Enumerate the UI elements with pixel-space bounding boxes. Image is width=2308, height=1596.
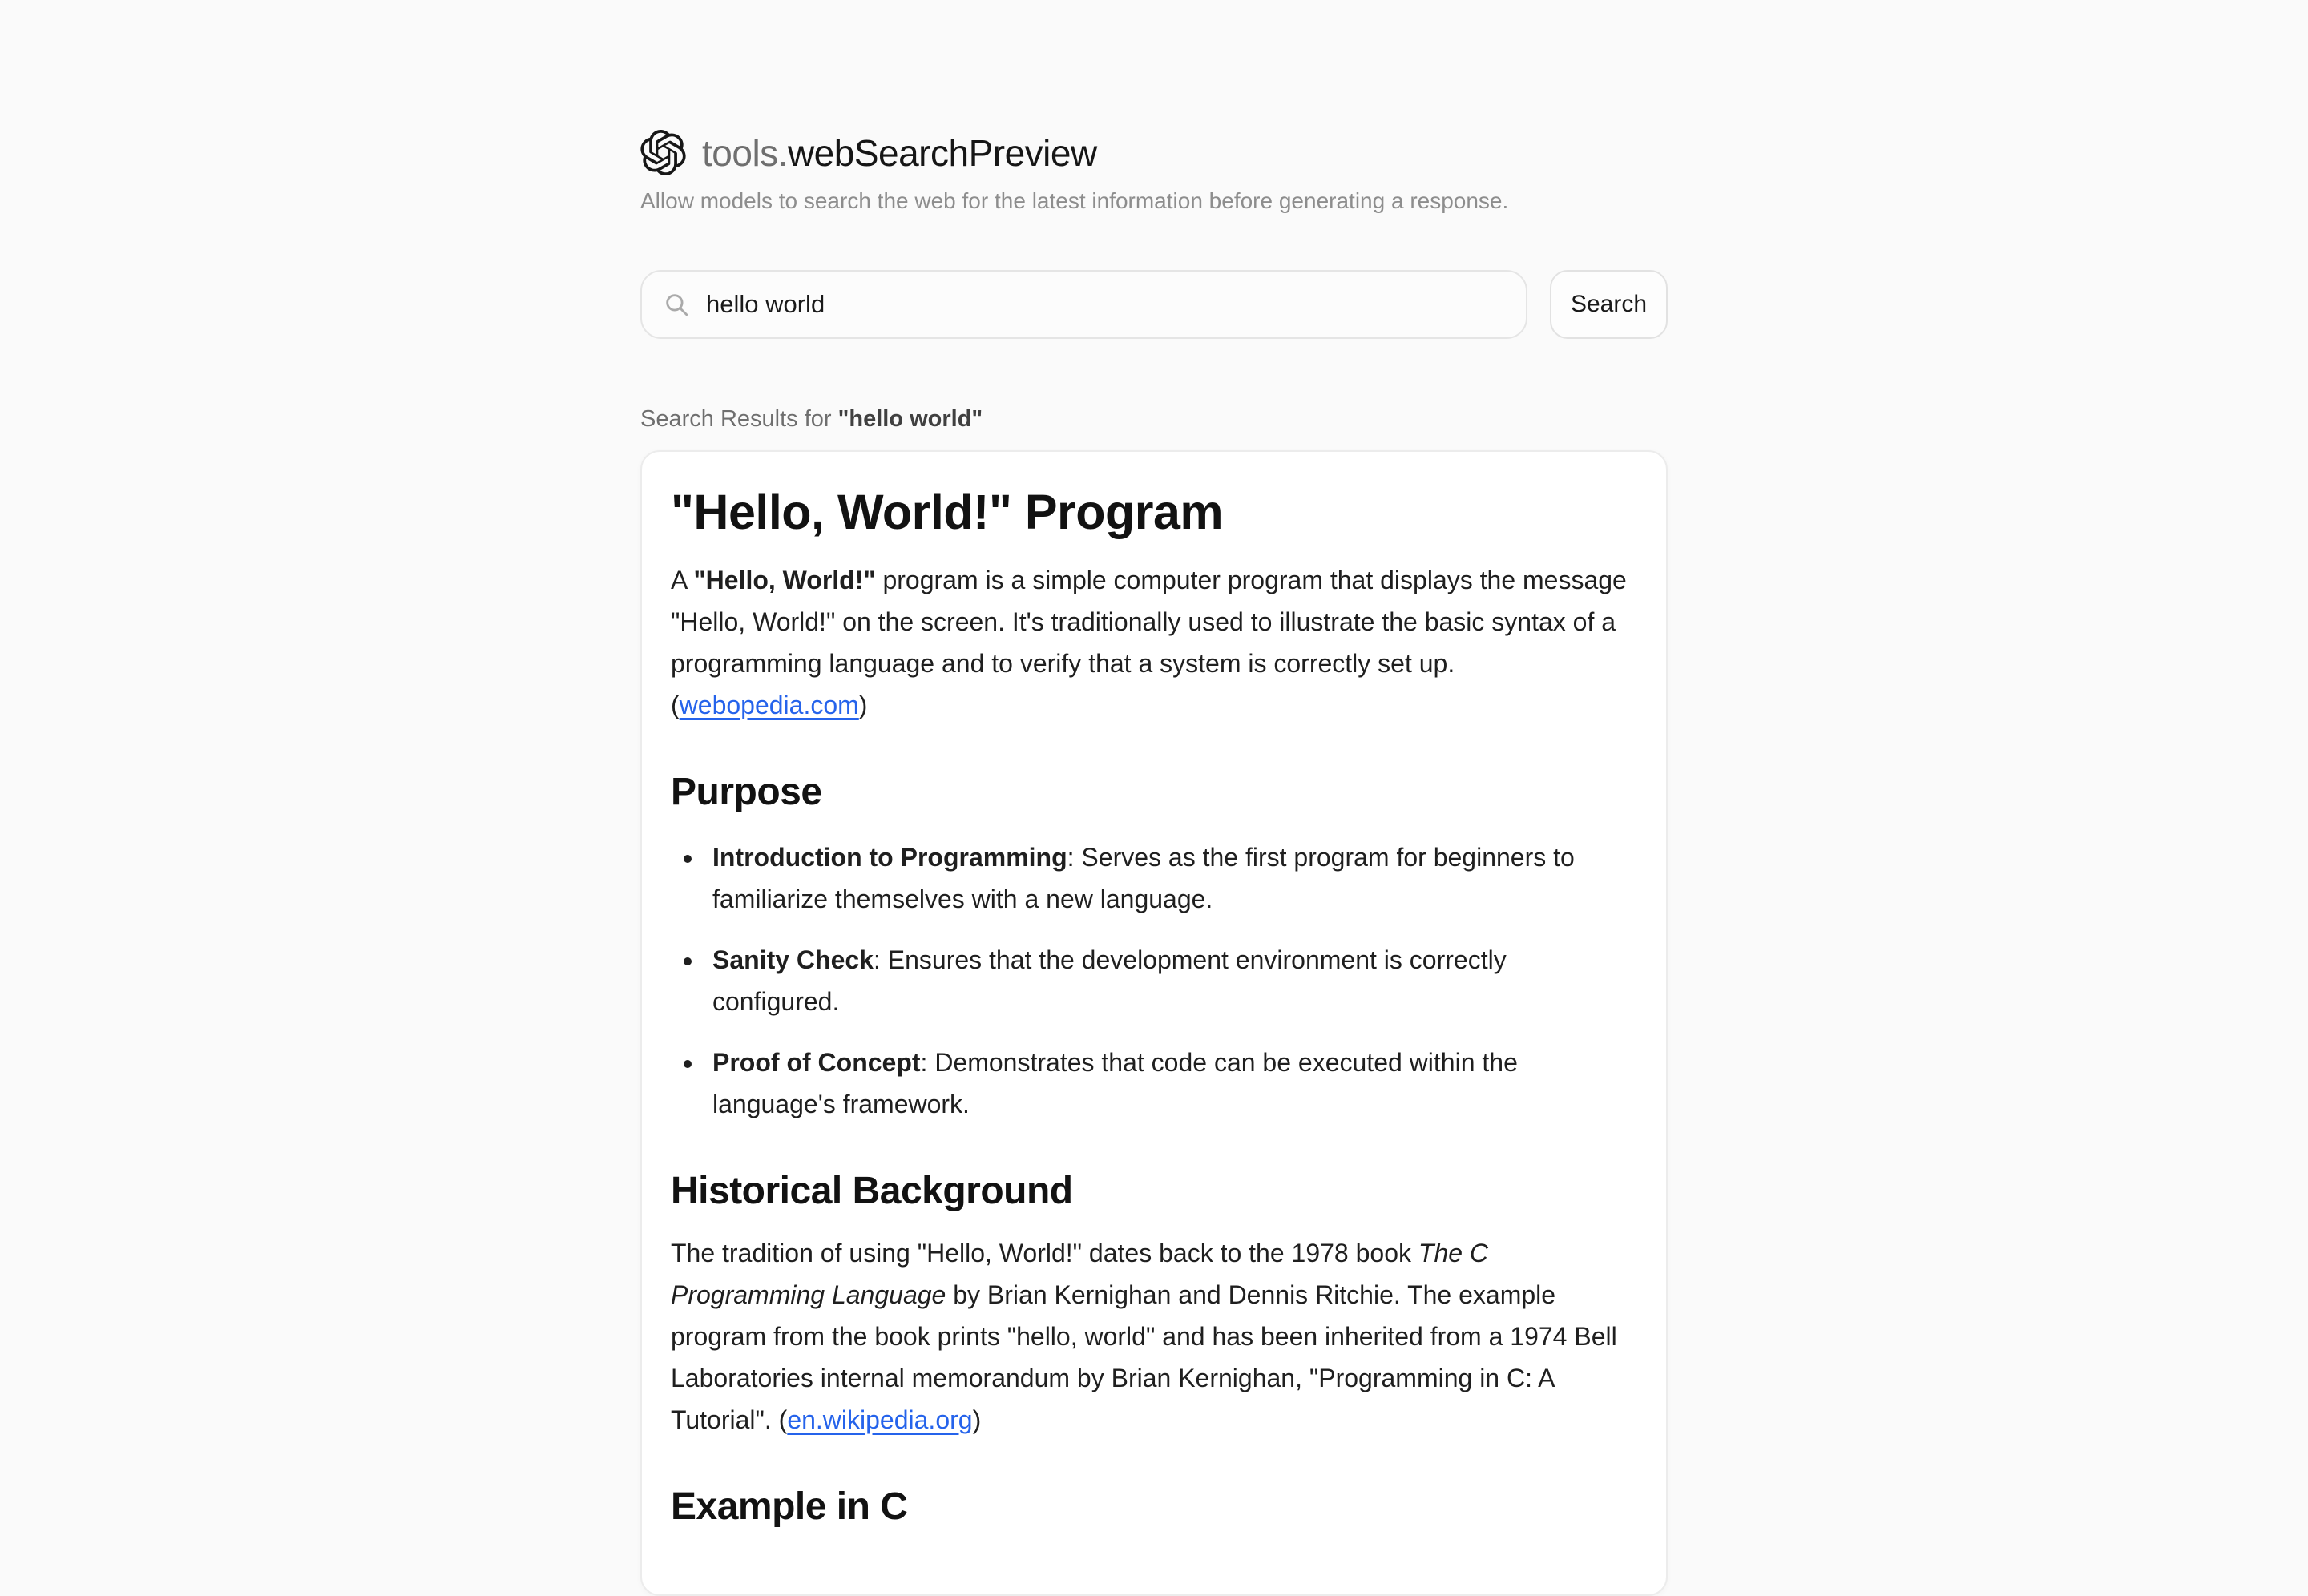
italic-text: The C Programming Language: [671, 1239, 1489, 1309]
bold-text: Introduction to Programming: [712, 843, 1067, 872]
search-box[interactable]: [640, 270, 1527, 339]
bold-text: "Hello, World!": [693, 566, 876, 594]
page-container: [640, 0, 1668, 1596]
title-name: webSearchPreview: [787, 131, 1097, 174]
page-title: [702, 131, 1097, 175]
source-link[interactable]: webopedia.com: [679, 691, 859, 719]
article-title: "Hello, World!" Program: [671, 485, 1224, 539]
list-item: • Proof of Concept: Demonstrates that code can be executed within the language's framework.: [704, 1042, 1637, 1125]
source-link[interactable]: en.wikipedia.org: [787, 1405, 973, 1434]
article-intro: A "Hello, World!" program is a simple computer program that displays the message "Hello, World!" on the screen. It's traditionally used to illustrate the basic syntax of a programming language and to verify that a system is correctly set up. (webopedia.com): [671, 566, 1627, 719]
search-row: [640, 270, 1668, 339]
results-label-prefix: Search Results for: [640, 406, 838, 432]
purpose-list: [671, 836, 1637, 1125]
app-header: [640, 130, 1668, 175]
history-paragraph: The tradition of using "Hello, World!" dates back to the 1978 book The C Programming Language by Brian Kernighan and Dennis Ritchie. The example program from the book prints "hello, world" and has been inherited from a 1974 Bell Laboratories internal memorandum by Brian Kernighan, "Programming in C: A Tutorial". (en.wikipedia.org): [671, 1239, 1617, 1434]
list-item: • Sanity Check: Ensures that the development environment is correctly configured.: [704, 939, 1637, 1022]
openai-logo-icon: [640, 130, 686, 175]
page-subtitle: Allow models to search the web for the latest information before generating a response.: [640, 188, 1509, 213]
title-prefix: tools.: [702, 131, 788, 174]
purpose-heading: Purpose: [671, 771, 822, 813]
history-heading: Historical Background: [671, 1170, 1073, 1212]
bold-text: Sanity Check: [712, 945, 874, 974]
example-heading: Example in C: [671, 1485, 908, 1528]
search-icon: [663, 291, 690, 318]
search-button[interactable]: Search: [1550, 270, 1668, 339]
result-card: [640, 450, 1668, 1596]
results-label: [640, 406, 1668, 433]
search-input[interactable]: [704, 289, 1505, 320]
results-query: "hello world": [837, 406, 983, 432]
list-item: • Introduction to Programming: Serves as the first program for beginners to familiarize themselves with a new language.: [704, 836, 1637, 920]
bold-text: Proof of Concept: [712, 1048, 921, 1077]
